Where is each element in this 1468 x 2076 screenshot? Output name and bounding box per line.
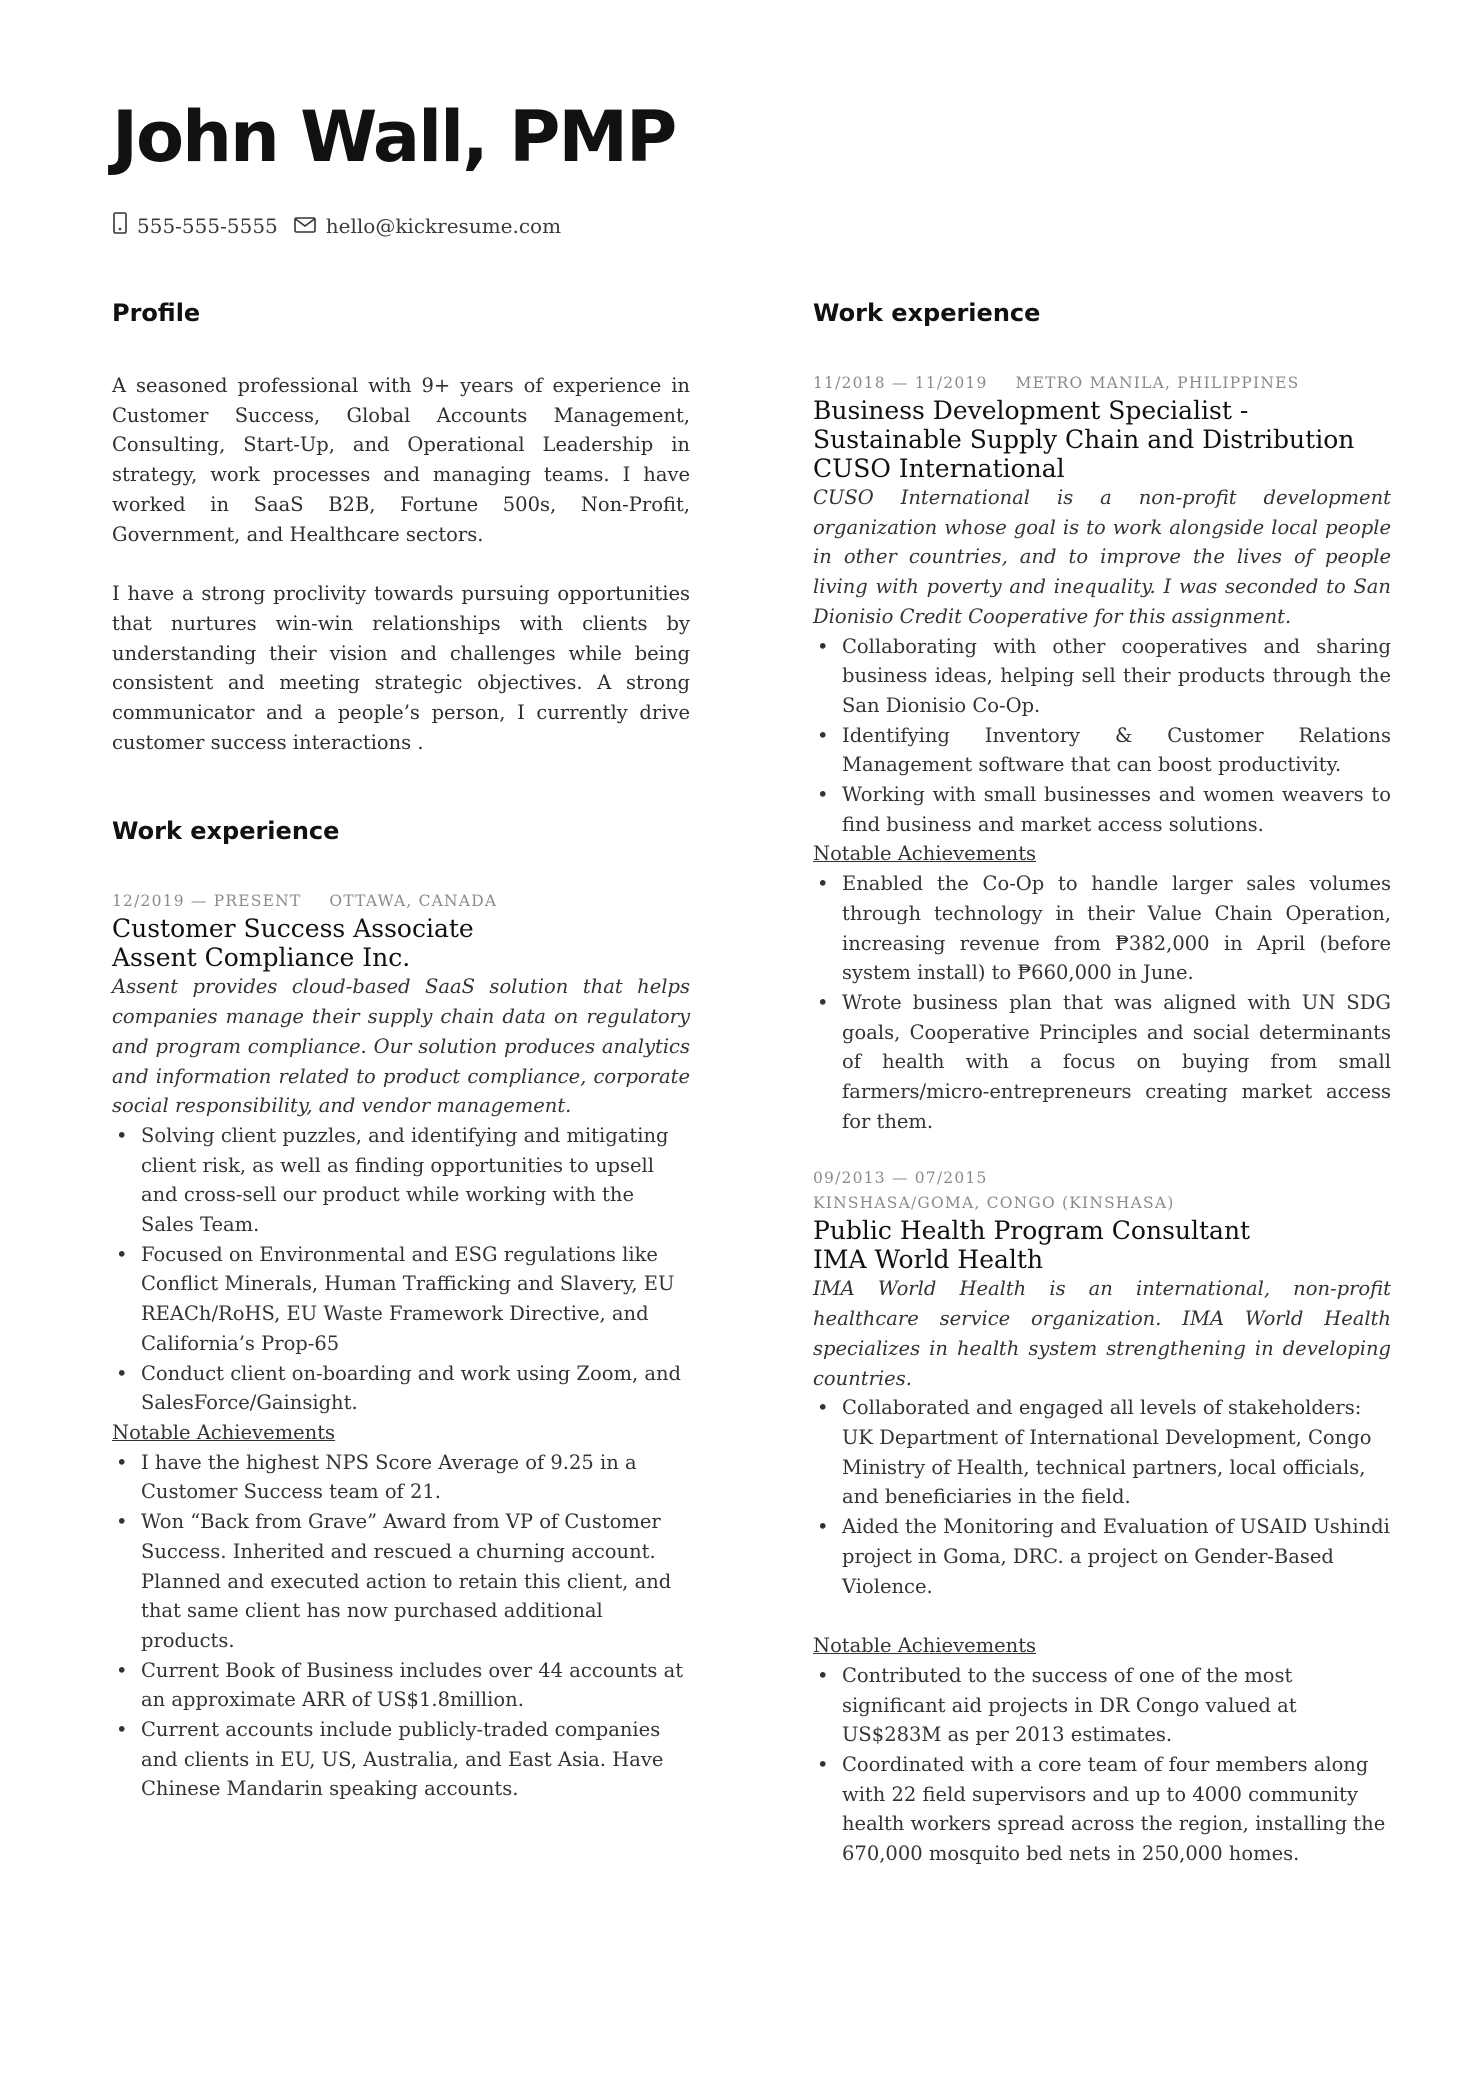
achievement-bullets [813,1661,1391,1869]
job-bullets [112,1121,690,1418]
list-item: • Identifying Inventory & Customer Relations Management software that can boost productivity. [813,721,1391,780]
job-description: Assent provides cloud-based SaaS solution that helps companies manage their supply chain data on regulatory and program compliance. Our solution produces analytics and information related to product compliance, corporate social responsibility, and vendor management. [112,975,690,1118]
list-item: • Aided the Monitoring and Evaluation of USAID Ushindi project in Goma, DRC. a project on Gender-Based Violence. [813,1512,1391,1601]
list-item: • Conduct client on-boarding and work using Zoom, and SalesForce/Gainsight. [112,1359,690,1418]
section-title-work-experience: Work experience [112,817,340,846]
left-column [112,295,690,1804]
job-dates: 12/2019 — PRESENT [112,892,302,911]
list-item: • I have the highest NPS Score Average of 9.25 in a Customer Success team of 21. [112,1448,690,1507]
phone-number: 555-555-5555 [137,213,278,238]
achievement-bullets [112,1448,690,1804]
list-item: • Contributed to the success of one of the most significant aid projects in DR Congo valued at US$283M as per 2013 estimates. [813,1661,1391,1750]
job-title: Sustainable Supply Chain and Distribution [813,425,1355,454]
list-item: • Current accounts include publicly-traded companies and clients in EU, US, Australia, and East Asia. Have Chinese Mandarin speaking accounts. [112,1715,690,1804]
job-title: Customer Success Associate [112,914,474,944]
list-item: • Coordinated with a core team of four members along with 22 field supervisors and up to 4000 community health workers spread across the region, installing the 670,000 mosquito bed nets in 250,000 homes. [813,1750,1391,1869]
profile-paragraph: I have a strong proclivity towards pursuing opportunities that nurtures win-win relationships with clients by understanding their vision and challenges while being consistent and meeting strategic objectives. A strong communicator and a people’s person, I currently drive customer success interactions . [112,582,690,754]
achievements-label: Notable Achievements [813,1634,1037,1658]
list-item: • Enabled the Co-Op to handle larger sales volumes through technology in their Value Chain Operation, increasing revenue from ₱382,000 in April (before system install) to ₱660,000 in June. [813,869,1391,988]
job-bullets [813,1393,1391,1601]
email-item [294,214,561,238]
section-title-profile: Profile [112,299,201,327]
job-company: CUSO International [813,454,1065,483]
job-company: IMA World Health [813,1245,1044,1275]
profile-paragraph: A seasoned professional with 9+ years of experience in Customer Success, Global Accounts Management, Consulting, Start-Up, and Operational Leadership in strategy, work processes and managing teams. I have worked in SaaS B2B, Fortune 500s, Non-Profit, Government, and Healthcare sectors. [112,374,690,546]
job-meta [813,371,1391,396]
phone-item [113,212,278,239]
achievement-bullets [813,869,1391,1136]
envelope-icon [294,214,316,238]
list-item: • Collaborated and engaged all levels of stakeholders: UK Department of International Development, Congo Ministry of Health, technical partners, local officials, and beneficiaries in the field. [813,1393,1391,1512]
list-item: • Won “Back from Grave” Award from VP of Customer Success. Inherited and rescued a churning account. Planned and executed action to retain this client, and that same client has now purchased additional products. [112,1507,690,1656]
candidate-name: John Wall, PMP [112,96,676,178]
job-entry [813,1166,1391,1868]
phone-icon [113,212,127,239]
list-item: • Wrote business plan that was aligned with UN SDG goals, Cooperative Principles and social determinants of health with a focus on buying from small farmers/micro-entrepreneurs creating market access for them. [813,988,1391,1137]
achievements-label: Notable Achievements [112,1420,336,1444]
achievements-label: Notable Achievements [813,842,1037,866]
section-title-work-experience: Work experience [813,299,1041,327]
job-company: Assent Compliance Inc. [112,943,411,973]
job-location: KINSHASA/GOMA, CONGO (KINSHASA) [813,1194,1175,1213]
list-item: • Focused on Environmental and ESG regulations like Conflict Minerals, Human Trafficking and Slavery, EU REACh/RoHS, EU Waste Framework Directive, and California’s Prop-65 [112,1240,690,1359]
job-title: Public Health Program Consultant [813,1216,1251,1246]
job-entry [112,889,690,1804]
job-location: OTTAWA, CANADA [329,892,498,911]
list-item: • Working with small businesses and women weavers to find business and market access solutions. [813,780,1391,839]
job-location: METRO MANILA, PHILIPPINES [1015,374,1300,392]
list-item: • Current Book of Business includes over 44 accounts at an approximate ARR of US$1.8million. [112,1656,690,1715]
job-entry [813,371,1391,1136]
job-meta [112,889,690,914]
job-dates: 09/2013 — 07/2015 [813,1169,988,1188]
list-item: • Collaborating with other cooperatives and sharing business ideas, helping sell their products through the San Dionisio Co-Op. [813,632,1391,721]
contact-row [113,212,577,239]
list-item: • Solving client puzzles, and identifying and mitigating client risk, as well as finding opportunities to upsell and cross-sell our product while working with the Sales Team. [112,1121,690,1240]
job-title: Business Development Specialist - [813,396,1249,425]
job-description: CUSO International is a non-profit development organization whose goal is to work alongside local people in other countries, and to improve the lives of people living with poverty and inequality. I was seconded to San Dionisio Credit Cooperative for this assignment. [813,486,1391,628]
email-address: hello@kickresume.com [325,213,562,238]
job-description: IMA World Health is an international, non-profit healthcare service organization. IMA World Health specializes in health system strengthening in developing countries. [813,1277,1391,1390]
job-bullets [813,632,1391,840]
job-dates: 11/2018 — 11/2019 [813,374,988,392]
right-column [813,295,1391,1869]
